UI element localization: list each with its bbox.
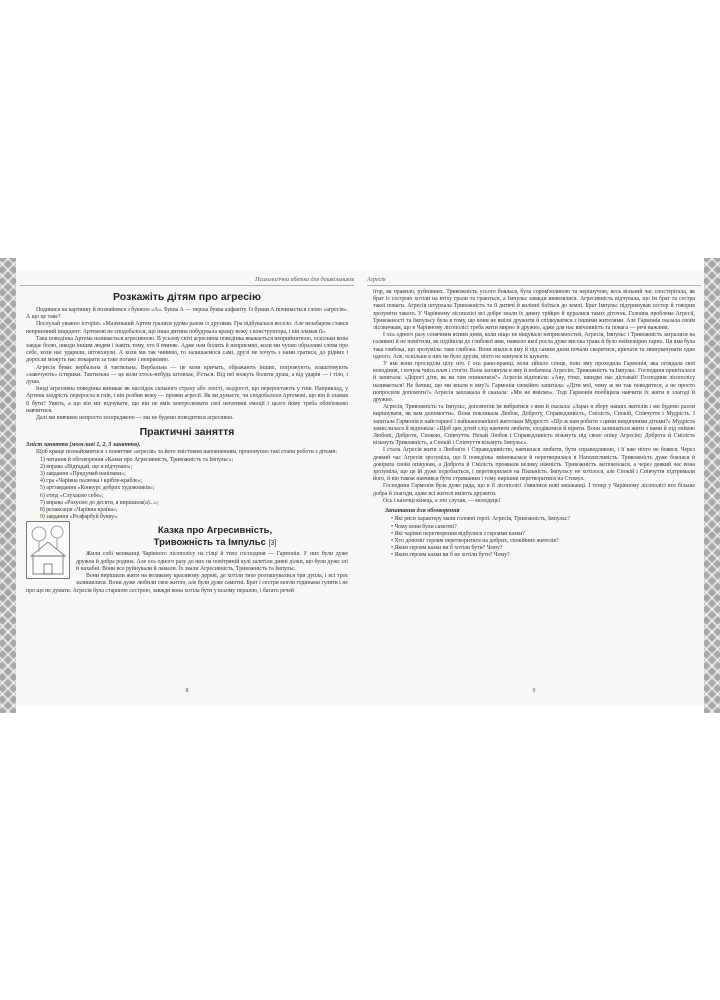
- paragraph: Далі ми вивчимо непросто зосереджено — ми не будемо поводитися агресивно.: [36, 415, 234, 422]
- page-number: 8: [185, 688, 189, 694]
- list-item: 6) етюд «Слухаємо себе»;: [40, 492, 104, 499]
- lesson-intro: Щоб краще познайомитися з поняттям «агресія» та його змістовим наповненням, пропонуємо такі етапи роботи з дітьми:: [36, 449, 338, 456]
- list-item: 7) вправа «Рахуємо до десяти, я вирішила(а)...»;: [40, 499, 159, 506]
- paragraph: Подивися на картинку й познайомся з буквою «А». Буква А — перша буква алфавіту. Із букви А починається слово «агресія». А що це таке?: [26, 307, 348, 321]
- story-illustration: [26, 521, 70, 579]
- right-page: [367, 276, 701, 698]
- questions-list: [373, 516, 695, 559]
- paragraph: Агресія, Тривожність та Імпульс, допомогли їм вибратися з ями й сказала: «Зараз я зберу наших жителів і ми будемо разом вирішувати, як вам допомогти». Вона покликала Любов, Доброту, Справедливість, Смілість, Спокій, Співчуття і Мудрість. І запитала Гармонія в найстаршої і найшанованішої жительки Мудрості: «Що ж нам робити з цими невдячними дітьми?» Мудрість замислилася й відповіла: «Щоб цих дітей слід навчити любити, сподіватися й вірити. Вони залишаться жити з нами й під опікою Любові, Доброти, Спокою, Співчуття. Нехай Любов і Справедливість візьмуть під свою опіку Агресію; Доброта й Смілість візьмуть Тривожність, а Спокій і Співчуття візьмуть Імпульс».: [373, 404, 695, 447]
- story-paragraph: Жили собі мешканці Чарівного лісополісу на гілці й тихо господиня — Гармонія. У них були дуже дружна й добра родина. Але ось одного разу до них на повітряній кулі залетіли дивні ділки, що були дуже злі й нахабні. Вони все руйнували й ламали. Їх звали Агресивність, Тривожність та Імпульс.: [76, 551, 348, 572]
- paragraph: Така поведінка Артема називається агресивною. В усьому світі агресивна поведінка вважається неприйнятною, оскільки вона завдає болю, шкоди іншим людям і навіть тому, хто її вчиняє. Адже нам болить й неприємно, коли ми чуємо образливі слова про себе, коли нас ударили, штовхнули. А коли ми так чинимо, то залишаємося самі, друзі не хочуть з нами гратися, до рідних і доросли можуть нас покарати за таке погано і неприємно.: [26, 335, 348, 364]
- list-item: • Яким героям казки ви б хотіли бути? Чому?: [391, 545, 695, 552]
- running-header: Психологічна абетка для дошкільників: [20, 276, 354, 286]
- list-item: • Які чарівні перетворення відбулися з героями казки?: [391, 531, 695, 538]
- paragraph: Ось і казочці кінець, а хто слухав, — молодець!: [383, 497, 501, 504]
- list-item: • Хто допоміг героям перетворитися на добрих, спокійних жителів?: [391, 538, 695, 545]
- left-page: [20, 276, 354, 698]
- list-item: 1) читання й обговорення «Казки про Агресивність, Тривожність та Імпульс»;: [40, 456, 234, 463]
- story-paragraph: Вони вирішили жити на великому красивому дереві, де хотіли тихо розташувалися три дупла, і всі троє залишилися. Вони дуже любили своє житло, але були дуже самотні. Брат і сестри могли годинами гуляти і не про що не думати. Агресія була старшою сестрою, завжди вона хотіла бути у всьому першою, і багато речей: [26, 573, 348, 594]
- tree-house-icon: [27, 522, 69, 578]
- list-item: 5) артзавдання «Конкурс добрих художників»;: [40, 485, 155, 492]
- practical-title: Практичні заняття: [139, 426, 235, 439]
- list-item: 8) релаксація «Чарівна країна»;: [40, 507, 118, 514]
- story-title-line-1: Казка про Агресивність,: [157, 525, 273, 537]
- paragraph: І стала Агресія жити з Любов'ю і Справедливістю, навчилася любити, бути справедливою, і її вже ніхто не боявся. Через деякий час Агресія зрозуміла, що її поведінка змінювалася й перетворилася в Наполегливість. Тривожність дуже боялася й довіряла своїм опікунам, а Доброта й Смілість проявили велику ніжність. Тривожність заспокоїлася, а через деякий час вона зрозуміла, що це їй дуже подобається, і перетворилася на Пильність. Імпульсу не хотілося, але Спокій і Співчуття підтримали його, й він також навчився бути стриманим і тому вирішив перетворитися на Стимул.: [373, 447, 695, 483]
- list-item: • Чому вони були самотні?: [391, 524, 695, 531]
- paragraph: Послухай уважно історію. «Маленький Артем гралися удома разом із друзями. Гра відбувалася весело. Але незабаром стався неприємний інцидент: Артемові не сподобалося, що інша дитина побудувала кращу вежу з конструктора, і він зламав її».: [26, 321, 348, 335]
- list-item: • Які риси характеру мали головні герої: Агресія, Тривожність, Імпульс?: [391, 516, 695, 523]
- list-item: 9) завдання «Розфарбуй букву».: [40, 514, 119, 521]
- paragraph: І ось одного разу сонячним ясним днем, коли ніщо не віщувало неприємностей, Агресія, Імпульс і Тривожність загралися на галявині й не помітили, як підійшли до глибокої ями, навколо якої росла дуже висока трава й було неймовірно гарно. Ця яма була така глибока, що зрозуміла: таке глибока. Вони впали в яму й під самим дном почали сваритися, кричати та звинувачувати одне одного. Але, оскільки в них не було друзів, ніхто не кинувся їх шукати.: [373, 332, 695, 360]
- story-reference: [3]: [268, 539, 277, 547]
- paragraph: ігор, як правило, руйнівних. Тривожність усього боялася, була сором'язливою та нерішучою, весь вільний час спостерігала, як брат із сестрою хотіли на втіху грали та граються, а Імпульс завжди виявлялися. Агресивність відчувала, що їм брат та сестра такої поваги. Агресія штурхала Тривожність та її дитячі й колінні боїться до землі. Брат Імпульс підтримував сестер й говорив зрозуміти такого. У Чарівному лісополісі всі добре знали їх дивну трійцю й цуралися таких діточок. Головна проблема Агресії, Тривожності та Імпульсу була в тому, що вони не вміли дружити й спілкуватися з іншими жителями. Але Гармонія сказала своїм лісовичкам, що в Чарівному лісополісі треба жити мирно й дружно, адже для нас ввічливість та повага — речі важливі.: [373, 289, 695, 332]
- decorative-border-left: [0, 258, 16, 713]
- story-title-line-2: Тривожність та Імпульс: [153, 536, 266, 548]
- lesson-heading: Зміст заняття (можливі 1, 2, 3 заняття).: [26, 442, 141, 449]
- paragraph: Іноді агресивна поведінка виникає як наслідок сильного страху або злості, заздрості, що переростають у гнів. Наприклад, у Артема заздрість переросла в гнів, і він розбив вежу — прояви агресії. Як ви думаєте, чи сподобалося Артемові, що він й зламав її бути? Уявіть, а що він міг відчувати, що він не вміє контролювати свої негативні емоції і цього йому треба обов'язково навчитися.: [26, 386, 348, 414]
- section-title: Розкажіть дітям про агресію: [113, 291, 261, 303]
- list-item: • Яким героям казки ви б не хотіли бути? Чому?: [391, 552, 695, 559]
- list-item: 4) гра «Чарівна паличка і крібле-крабле»;: [40, 478, 143, 485]
- list-item: 2) вправа «Відгадай, що я відчуваю»;: [40, 463, 133, 470]
- list-item: 3) завдання «Придумай наніпаки»;: [40, 471, 126, 478]
- decorative-border-right: [704, 258, 720, 713]
- steps-list: [26, 457, 348, 522]
- running-header: Агресія: [367, 276, 701, 286]
- story-title: [82, 525, 348, 549]
- paragraph: Агресія буває вербальна й тактильна. Вербальна — це коли кричать, ображають інших, погрожують, влаштовують «закочують» істерики. Тактильна — це коли хтось-небудь штовхає, б'ється. Від неї можуть болити душа, а від ударів — і тіло, і душа.: [26, 364, 348, 386]
- page-number: 9: [532, 688, 536, 694]
- paragraph: Господиня Гармонія була дуже рада, що в її лісополісі з'явилися нові мешканці. І тепер у Чарівному лісополісі все більше добра й злагоди, адже всі жителі вміють дружити.: [373, 483, 695, 497]
- paragraph: У ямі вони просиділи цілу ніч. І ось рано-вранці, коли зійшло сонце, повз яму проходила Гармонія, яка оглядала свої володіння, і почула чиїсь плач і стогін. Вона заглянула в яму й побачила Агресію, Тривожність та Імпульс. Господиня привіталася й запитала: «Дорогі діти, як ви там опинилися?» Агресія відповіла: «Аяу, тітко, швидко нас діставай! Господиня лісополісу називається! Не бачиш, що ми впали в яму?» Гармонія спокійно запитала: «Діти мої, чому ж ви так поводитеся, а не просто попросили допомоги?» Агресія заплакала й сказала: «Ми не вміємо». Тоді Гармонія пообіцяла навчити їх жити в злагоді й дружно.: [373, 361, 695, 404]
- questions-title: Запитання для обговорення: [385, 508, 460, 515]
